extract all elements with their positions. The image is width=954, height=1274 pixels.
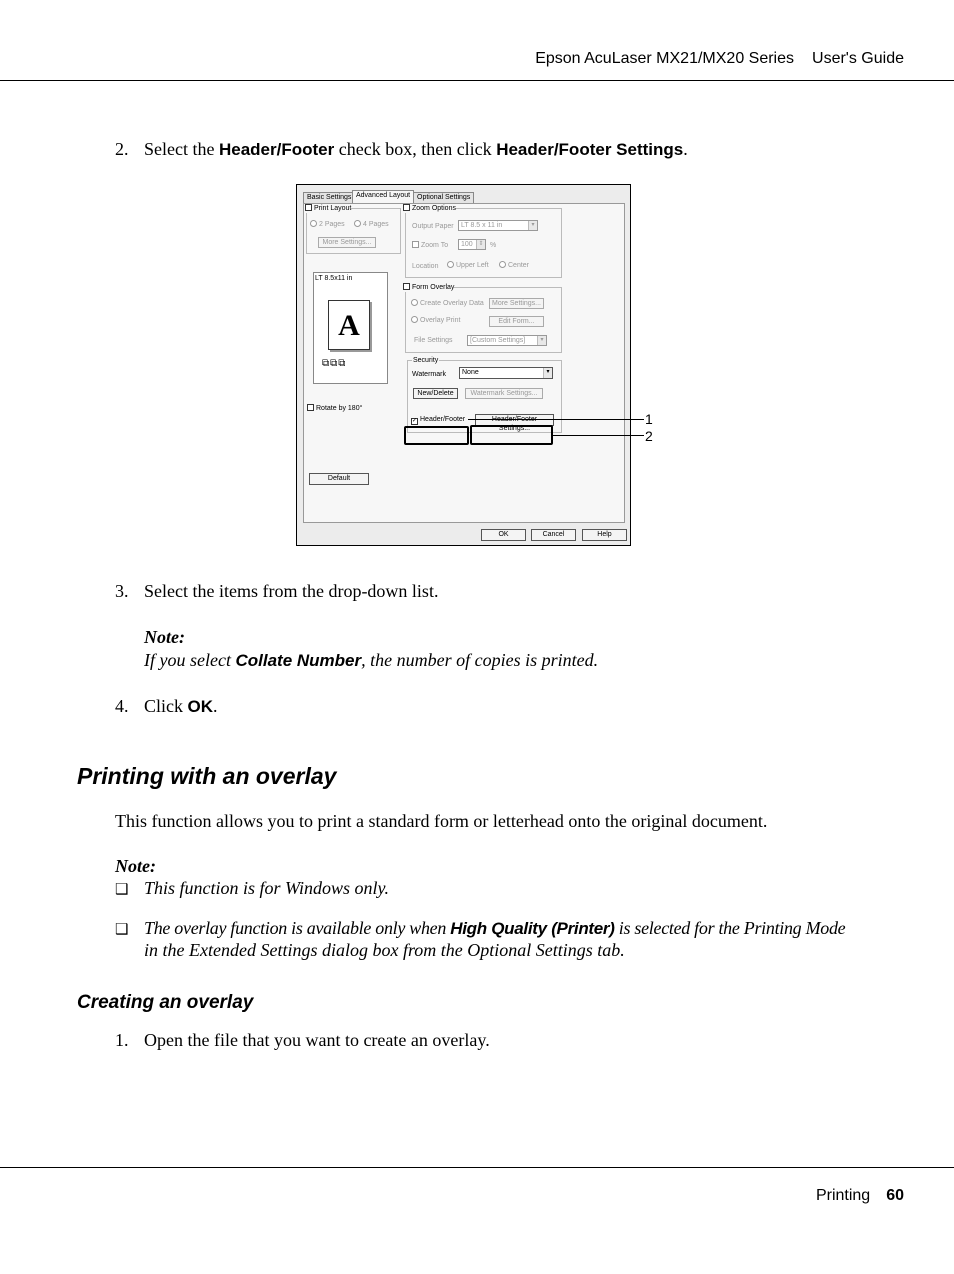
step-number: 4.: [115, 696, 129, 716]
step-text: Open the file that you want to create an overlay.: [144, 1030, 490, 1050]
print-layout-checkbox[interactable]: [305, 204, 351, 213]
checkbox-icon: [305, 204, 312, 211]
tab-advanced-layout[interactable]: Advanced Layout: [352, 190, 414, 204]
preview-paper-label: LT 8.5x11 in: [315, 275, 353, 282]
more-settings-overlay-button[interactable]: More Settings...: [489, 298, 544, 309]
radio-icon: [411, 299, 418, 306]
select-value: [Custom Settings]: [470, 337, 526, 344]
select-value: LT 8.5 x 11 in: [461, 222, 503, 229]
step-bold: Header/Footer: [218, 140, 335, 159]
step-text: Select the items from the drop-down list.: [144, 581, 439, 601]
layout-preview: [313, 272, 388, 384]
radio-icon: [499, 261, 506, 268]
radio-2-pages[interactable]: [310, 220, 345, 229]
footer-rule: [0, 1167, 954, 1168]
step-text: Select the: [144, 139, 219, 159]
note-text-part: is selected for the Printing Mode: [614, 918, 846, 938]
step-bold: Header/Footer Settings: [496, 140, 684, 159]
step-number: 1.: [115, 1030, 129, 1050]
zoom-unit: %: [490, 242, 497, 249]
form-overlay-checkbox[interactable]: [403, 283, 454, 292]
checkbox-icon: [403, 204, 410, 211]
header-footer-checkbox[interactable]: [411, 415, 465, 425]
note-label: Note:: [115, 856, 156, 876]
note-label: Note:: [144, 627, 185, 647]
checkbox-icon: [307, 404, 314, 411]
chevron-down-icon: ▾: [543, 368, 552, 378]
radio-label: 4 Pages: [363, 221, 389, 228]
advanced-layout-panel: [303, 203, 625, 523]
print-layout-label: Print Layout: [314, 205, 352, 212]
note-bullet-2-line-2: in the Extended Settings dialog box from the Optional Settings tab.: [144, 940, 625, 960]
radio-overlay-print[interactable]: [411, 316, 460, 325]
callout-number-1: 1: [645, 411, 653, 427]
radio-label: Create Overlay Data: [420, 300, 484, 307]
watermark-select[interactable]: [459, 367, 553, 379]
step-text: check box, then click: [334, 139, 497, 159]
note-text-part: The overlay function is available only when: [144, 918, 451, 938]
callout-number-2: 2: [645, 428, 653, 444]
zoom-options-label: Zoom Options: [412, 205, 456, 212]
file-settings-label: File Settings: [414, 337, 453, 344]
tab-optional-settings[interactable]: Optional Settings: [413, 192, 474, 204]
note-bold: High Quality (Printer): [450, 919, 615, 938]
callout-line-1: [468, 419, 644, 420]
printer-dialog-screenshot: [296, 184, 631, 546]
cancel-button[interactable]: Cancel: [531, 529, 576, 541]
security-label: Security: [413, 357, 439, 364]
rotate-checkbox[interactable]: [307, 404, 362, 413]
file-settings-select[interactable]: [467, 335, 547, 346]
checkbox-icon: [403, 283, 410, 290]
step-bold: OK: [187, 697, 213, 716]
radio-center[interactable]: [499, 261, 529, 270]
radio-icon: [354, 220, 361, 227]
note-bullet-1: This function is for Windows only.: [144, 878, 390, 898]
step-text: Click: [144, 696, 188, 716]
note-bold: Collate Number: [235, 651, 362, 670]
step-3: [115, 580, 438, 602]
substep-1: [115, 1029, 490, 1051]
callout-line-2: [553, 435, 644, 436]
location-label: Location: [412, 263, 439, 270]
edit-form-button[interactable]: Edit Form...: [489, 316, 544, 327]
step-text: .: [213, 696, 218, 716]
running-header: [535, 50, 904, 68]
subsection-heading: Creating an overlay: [77, 992, 254, 1013]
bullet-icon: ❑: [115, 882, 129, 898]
spinner-value: 100: [461, 241, 473, 248]
radio-label: Center: [508, 262, 530, 269]
header-title: Epson AcuLaser MX21/MX20 Series: [535, 50, 795, 67]
new-delete-button[interactable]: New/Delete: [413, 388, 458, 399]
check-icon: ✓: [412, 418, 418, 424]
highlight-box-2: [470, 425, 553, 445]
step-number: 2.: [115, 139, 129, 159]
help-button[interactable]: Help: [582, 529, 627, 541]
radio-upper-left[interactable]: [447, 261, 489, 270]
checkbox-icon: [412, 241, 419, 248]
chevron-down-icon: ▾: [537, 336, 546, 345]
radio-icon: [447, 261, 454, 268]
header-footer-settings-button[interactable]: Settings...: [475, 414, 554, 426]
footer-label: Printing: [815, 1187, 871, 1204]
preview-page: A: [328, 300, 370, 350]
output-paper-select[interactable]: [458, 220, 538, 231]
radio-create-overlay[interactable]: [411, 299, 484, 308]
note-text-part: If you select: [144, 650, 236, 670]
ok-button[interactable]: OK: [481, 529, 526, 541]
watermark-label: Watermark: [412, 371, 446, 378]
step-text: .: [683, 139, 688, 159]
section-intro: This function allows you to print a standard form or letterhead onto the original document.: [115, 811, 768, 831]
radio-label: Overlay Print: [420, 317, 461, 324]
header-rule: [0, 80, 954, 81]
bullet-icon: ❑: [115, 922, 129, 938]
header-guide: User's Guide: [812, 50, 904, 67]
page-order-icons: ⧉⧉⧉: [322, 358, 347, 369]
rotate-label: Rotate by 180°: [316, 405, 363, 412]
radio-4-pages[interactable]: [354, 220, 389, 229]
watermark-settings-button[interactable]: Watermark Settings...: [465, 388, 543, 399]
chevron-down-icon: ▾: [528, 221, 537, 230]
radio-label: 2 Pages: [319, 221, 345, 228]
default-button[interactable]: Default: [309, 473, 369, 485]
note-bullet-2: [144, 917, 845, 940]
step-2: [115, 138, 688, 161]
note-text: [144, 649, 598, 672]
more-settings-button[interactable]: More Settings...: [318, 237, 376, 248]
zoom-options-checkbox[interactable]: [403, 204, 456, 213]
page-number: 60: [886, 1187, 904, 1204]
step-number: 3.: [115, 581, 129, 601]
tab-basic-settings[interactable]: Basic Settings: [303, 192, 355, 204]
zoom-to-label: Zoom To: [421, 242, 449, 249]
radio-icon: [310, 220, 317, 227]
output-paper-label: Output Paper: [412, 223, 454, 230]
header-footer-label: Header/Footer: [420, 416, 466, 423]
step-4: [115, 695, 218, 718]
radio-icon: [411, 316, 418, 323]
zoom-value-spinner[interactable]: [458, 239, 486, 250]
running-footer: [816, 1187, 904, 1205]
radio-label: Upper Left: [456, 262, 489, 269]
note-text-part: , the number of copies is printed.: [361, 650, 599, 670]
highlight-box-1: [404, 426, 469, 445]
select-value: None: [462, 369, 479, 376]
form-overlay-label: Form Overlay: [412, 284, 455, 291]
spinner-icon: ⇕: [476, 240, 485, 249]
section-heading: Printing with an overlay: [77, 763, 337, 789]
zoom-to-checkbox[interactable]: [412, 241, 448, 250]
